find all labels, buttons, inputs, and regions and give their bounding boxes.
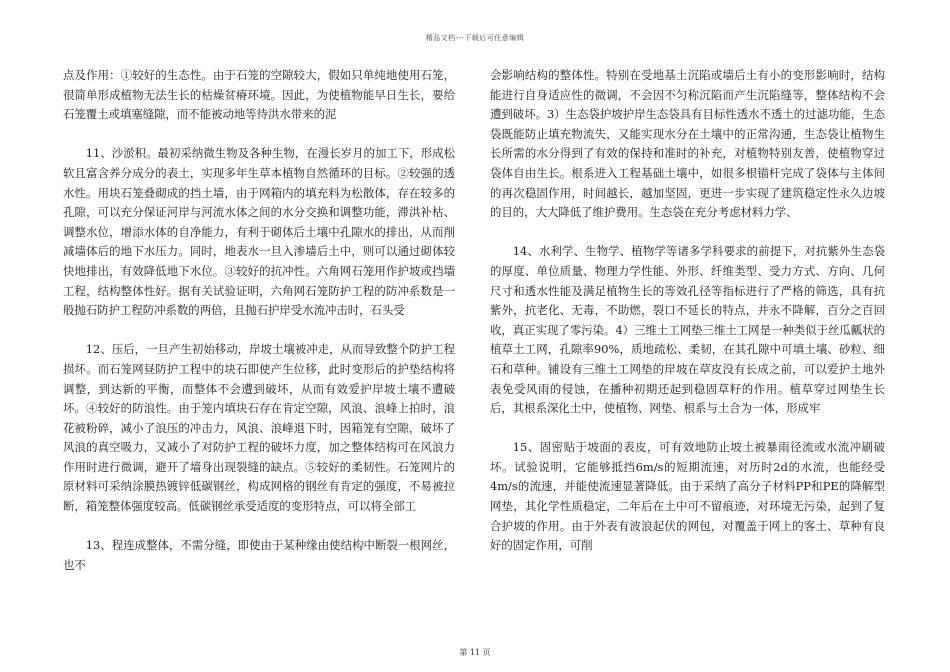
paragraph: 15、固密贴于坡面的表皮，可有效地防止坡土被暴雨径流或水流冲刷破坏。试验说明，它能够抵挡6m/s的短期流速，对历时2d的水流，也能经受4m/s的流速，并能使流速显著降低。由于采纳了高分子材料PP和PE的降解型网垫，其化学性质稳定，二年后在土中可不留痕迹，对环境无污染，起到了复合护坡的作用。由于外表有波浪起伏的网包，对覆盖于网上的客土、草种有良好的固定作用，可削	[490, 440, 885, 553]
page-header: 精品文档---下载后可任意编辑	[425, 34, 525, 42]
paragraph: 会影响结构的整体性。特别在受地基土沉陷或墙后土有小的变形影响时，结构能进行自身适应性的微调，不会因不匀称沉陷而产生沉陷缝等，整体结构不会遭到破坏。3）生态袋护坡护岸生态袋具有目标性透水不透土的过滤功能，生态袋既能防止填充物流失，又能实现水分在土壤中的正常沟通，生态袋让植物生长所需的水分得到了有效的保持和准时的补充，对植物特别友善，使植物穿过袋体自由生长。根系进入工程基础土壤中，如很多根锚杆完成了袋体与主体间的再次稳固作用，时间越长，越加坚固，更进一步实现了建筑稳定性永久边坡的目的，大大降低了维护费用。生态袋在充分考虑材料力学、	[490, 68, 885, 220]
paragraph: 点及作用：①较好的生态性。由于石笼的空隙较大，假如只单纯地使用石笼，很简单形成植物无法生长的枯燥贫瘠环境。因此，为使植物能早日生长，要给石笼覆土或填塞缝隙，而不能被动地等待洪水带来的泥	[63, 68, 455, 122]
paragraph: 11、沙淤积。最初采纳微生物及各种生物，在漫长岁月的加工下，形成松软且富含养分成分的表土，实现多年生草本植物自然循环的目标。②较强的透水性。用块石笼叠砌成的挡土墙，由于网箱内的填充料为松散体，存在较多的孔隙，可以充分保证河岸与河流水体之间的水分交换和调整功能，滞洪补枯、调整水位，增添水体的自净能力，有利于砌体后土壤中孔隙水的排出，从而削减墙体后的地下水压力。同时，地表水一旦入渗墙后土中，则可以通过砌体较快地排出，有效降低地下水位。③较好的抗冲性。六角网石笼用作护坡或挡墙工程，结构整体性好。据有关试验证明，六角网石笼防护工程的防冲系数是一般抛石防护工程防冲系数的两倍，且抛石护岸受水流冲击时，石头受	[63, 146, 455, 318]
left-column	[63, 66, 455, 575]
paragraph: 14、水利学、生物学、植物学等诸多学科要求的前提下，对抗紫外生态袋的厚度、单位质量、物理力学性能、外形、纤维类型、受力方式、方向、几何尺寸和透水性能及满足植物生长的等效孔径等指标进行了严格的筛选，具有抗紫外，抗老化、无毒，不助燃，裂口不延长的特点，并永不降解，百分之百回收，真正实现了零污染。4）三维土工网垫三维土工网是一种类似于丝瓜瓤状的植草土工网，孔隙率90%，质地疏松、柔韧，在其孔隙中可填土壤、砂粒、细石和草种。铺设有三维土工网垫的岸坡在草皮没有长成之前，可以爱护土地外表免受风雨的侵蚀，在播种初期还起到稳固草籽的作用。植草穿过网垫生长后，其根系深化土中，使植物、网垫、根系与土合为一体，形成牢	[490, 244, 885, 416]
page-number: 第 11 页	[459, 648, 491, 657]
paragraph: 12、压后，一旦产生初始移动，岸坡土壤被冲走，从而导致整个防护工程损坏。而石笼网昼防护工程中的块石即使产生位移，此时变形后的护垫结构将调整，到达新的平衡，而整体不会遭到破坏，从而有效爱护岸坡土壤不遭破坏。④较好的防浪性。由于笼内填块石存在肯定空隙，风浪、浪峰上拍时，浪花被粉碎，减小了浪压的冲击力，风浪、浪峰退下时，因箱笼有空隙，破坏了风浪的真空吸力，又减小了对防护工程的破坏力度，加之整体结构可在风浪力作用时进行微调，避开了墙身出现裂缝的缺点。⑤较好的柔韧性。石笼网片的原材料可采纳涂膜热镀锌低碳钢丝，构成网格的钢丝有肯定的强度，不易被拉断，箱笼整体强度较高。低碳钢丝承受适度的变形特点，可以将全部工	[63, 342, 455, 514]
paragraph: 13、程连成整体，不需分缝，即使由于某种缘由使结构中断裂一根网丝，也不	[63, 538, 455, 572]
right-column	[490, 66, 885, 556]
